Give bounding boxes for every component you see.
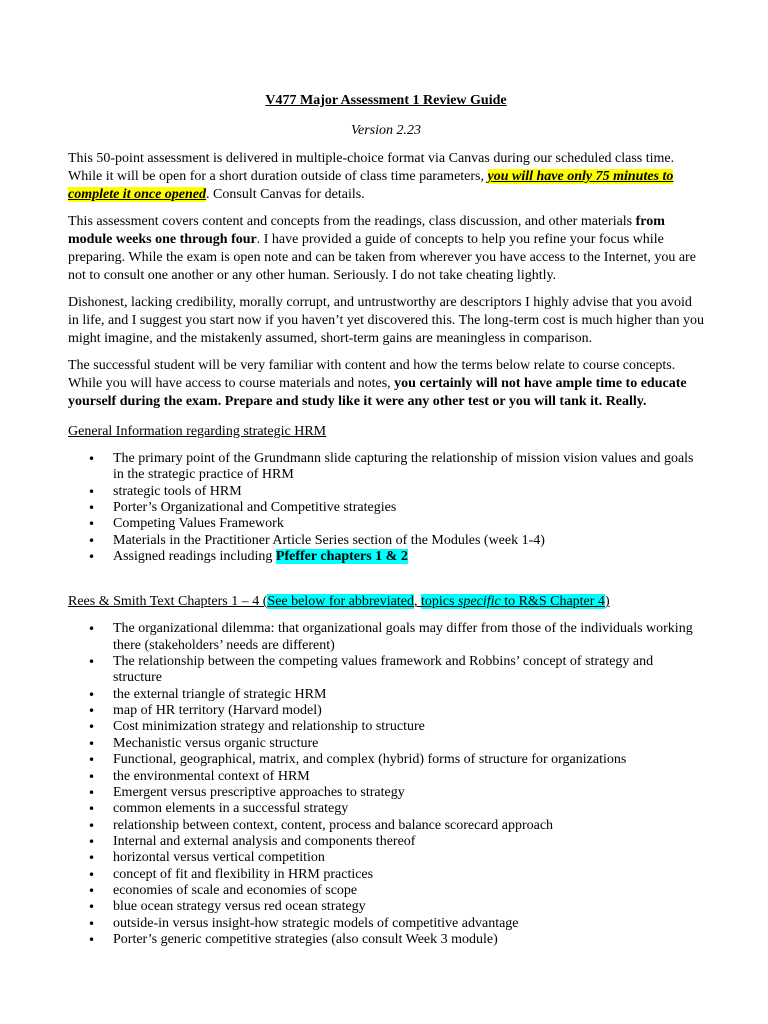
bullet-icon: • xyxy=(88,704,96,719)
list-item xyxy=(68,916,704,932)
document-version: Version 2.23 xyxy=(351,123,421,138)
general-info-list xyxy=(68,451,704,565)
list-item-text: Mechanistic versus organic structure xyxy=(113,735,319,751)
bullet-icon: • xyxy=(88,517,96,532)
list-item-text: common elements in a successful strategy xyxy=(113,801,349,817)
list-item xyxy=(68,687,704,703)
list-item xyxy=(68,899,704,915)
list-item xyxy=(68,484,704,500)
list-item-text: Functional, geographical, matrix, and complex (hybrid) forms of structure for organizations xyxy=(113,752,627,768)
heading-text: to R&S Chapter 4 xyxy=(500,594,605,610)
bullet-icon: • xyxy=(88,900,96,915)
list-item xyxy=(68,533,704,549)
bullet-icon: • xyxy=(88,818,96,833)
bullet-icon: • xyxy=(88,916,96,931)
list-item-text: The organizational dilemma: that organizational goals may differ from those of the individuals working there (stakeholders’ needs are different) xyxy=(113,621,693,653)
list-item-text: Competing Values Framework xyxy=(113,516,284,532)
list-item-text: horizontal versus vertical competition xyxy=(113,850,325,866)
list-item xyxy=(68,703,704,719)
bullet-icon: • xyxy=(88,867,96,882)
time-limit-highlight: you will have only 75 minutes to complete it once opened xyxy=(68,169,674,202)
list-item xyxy=(68,621,704,654)
bullet-icon: • xyxy=(88,769,96,784)
module-weeks-bold: from module weeks one through four xyxy=(68,214,665,247)
bullet-icon: • xyxy=(88,720,96,735)
list-item-text: economies of scale and economies of scope xyxy=(113,882,358,898)
list-item-text: Porter’s generic competitive strategies (also consult Week 3 module) xyxy=(113,931,498,947)
list-item xyxy=(68,549,704,565)
bullet-icon: • xyxy=(88,484,96,499)
list-item-text: the environmental context of HRM xyxy=(113,768,310,784)
paragraph-text: . I have provided a guide of concepts to help you refine your focus while preparing. While the exam is open note and can be taken from wherever you have access to the Internet, you are not to consult one another or any other human. Seriously. I do not take cheating lightly. xyxy=(68,232,696,283)
list-item-text: Porter’s Organizational and Competitive strategies xyxy=(113,500,397,516)
section-heading-general-info: General Information regarding strategic HRM xyxy=(68,424,327,439)
paragraph-successful-student xyxy=(68,357,704,411)
list-item-text: The relationship between the competing values framework and Robbins’ concept of strategy and structure xyxy=(113,654,654,686)
list-item-text: Emergent versus prescriptive approaches to strategy xyxy=(113,784,405,800)
list-item-text: the external triangle of strategic HRM xyxy=(113,686,327,702)
preparation-warning-bold: you certainly will not have ample time to educate yourself during the exam. Prepare and study like it were any other test or you will tank it. Really. xyxy=(68,376,687,409)
list-item xyxy=(68,818,704,834)
abbreviated-highlight: See below for abbreviated xyxy=(267,594,414,610)
list-item xyxy=(68,752,704,768)
list-item xyxy=(68,516,704,532)
list-item xyxy=(68,736,704,752)
section-heading-rees-smith xyxy=(68,593,704,611)
paragraph-content-coverage xyxy=(68,213,704,285)
list-item xyxy=(68,850,704,866)
bullet-icon: • xyxy=(88,533,96,548)
list-item xyxy=(68,867,704,883)
paragraph-assessment-format xyxy=(68,150,704,204)
bullet-icon: • xyxy=(88,785,96,800)
list-item-text: map of HR territory (Harvard model) xyxy=(113,703,322,719)
bullet-icon: • xyxy=(88,834,96,849)
bullet-icon: • xyxy=(88,753,96,768)
bullet-icon: • xyxy=(88,452,96,466)
heading-text-italic: specific xyxy=(457,594,501,610)
heading-text: topics xyxy=(420,594,458,610)
list-item xyxy=(68,883,704,899)
bullet-icon: • xyxy=(88,622,96,637)
list-item-text: Internal and external analysis and components thereof xyxy=(113,833,416,849)
heading-text: , xyxy=(413,594,421,610)
list-item-text: Cost minimization strategy and relationship to structure xyxy=(113,719,425,735)
list-item xyxy=(68,451,704,484)
heading-text: ) xyxy=(604,594,610,610)
bullet-icon: • xyxy=(88,883,96,898)
list-item-text: concept of fit and flexibility in HRM practices xyxy=(113,866,374,882)
bullet-icon: • xyxy=(88,655,96,670)
bullet-icon: • xyxy=(88,932,96,947)
paragraph-honesty: Dishonest, lacking credibility, morally corrupt, and untrustworthy are descriptors I highly advise that you avoid in life, and I suggest you start now if you haven’t yet discovered this. The long-term cost is much higher than you might imagine, and the mistakenly assumed, short-term gains are meaningless in comparison. xyxy=(68,295,704,346)
paragraph-text: This assessment covers content and concepts from the readings, class discussion, and other materials xyxy=(68,214,636,229)
list-item xyxy=(68,801,704,817)
list-item xyxy=(68,654,704,687)
list-item-text: outside-in versus insight-how strategic models of competitive advantage xyxy=(113,915,519,931)
list-item-text: Assigned readings including xyxy=(113,549,276,565)
list-item xyxy=(68,834,704,850)
list-item-text: blue ocean strategy versus red ocean strategy xyxy=(113,899,366,915)
heading-text: Rees & Smith Text Chapters 1 – 4 ( xyxy=(68,594,268,610)
pfeffer-highlight: Pfeffer chapters 1 & 2 xyxy=(275,549,408,565)
list-item-text: Materials in the Practitioner Article Series section of the Modules (week 1-4) xyxy=(113,532,545,548)
bullet-icon: • xyxy=(88,687,96,702)
list-item xyxy=(68,769,704,785)
list-item xyxy=(68,932,704,948)
bullet-icon: • xyxy=(88,550,96,565)
document-title: V477 Major Assessment 1 Review Guide xyxy=(265,93,507,108)
paragraph-text: . Consult Canvas for details. xyxy=(206,187,365,202)
rees-smith-list xyxy=(68,621,704,948)
bullet-icon: • xyxy=(88,851,96,866)
list-item xyxy=(68,719,704,735)
bullet-icon: • xyxy=(88,736,96,751)
bullet-icon: • xyxy=(88,501,96,516)
paragraph-text: The successful student will be very familiar with content and how the terms below relate to course concepts. While you will have access to course materials and notes, xyxy=(68,358,676,391)
list-item-text: strategic tools of HRM xyxy=(113,483,242,499)
list-item-text: The primary point of the Grundmann slide capturing the relationship of mission vision values and goals in the strategic practice of HRM xyxy=(113,451,694,483)
list-item-text: relationship between context, content, process and balance scorecard approach xyxy=(113,817,554,833)
bullet-icon: • xyxy=(88,802,96,817)
paragraph-text: This 50-point assessment is delivered in multiple-choice format via Canvas during our scheduled class time. While it will be open for a short duration outside of class time parameters, xyxy=(68,151,675,184)
chapter4-highlight xyxy=(421,594,605,609)
list-item xyxy=(68,785,704,801)
list-item xyxy=(68,500,704,516)
document-body xyxy=(68,91,704,948)
